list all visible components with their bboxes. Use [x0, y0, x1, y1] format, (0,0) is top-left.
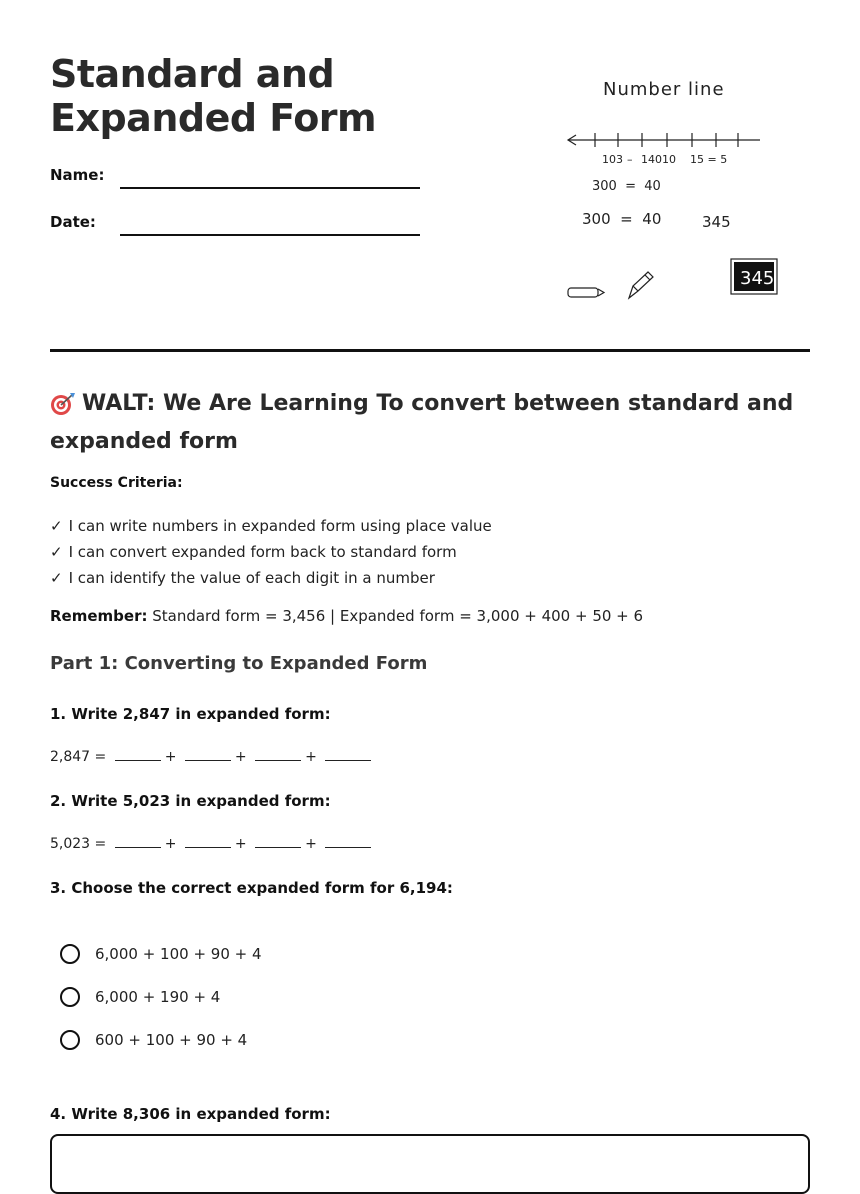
check-icon: ✓ — [50, 517, 63, 535]
illustration-heading: Number line — [603, 79, 725, 100]
radio-button[interactable] — [60, 1030, 80, 1050]
date-label: Date: — [50, 213, 96, 231]
section-divider — [50, 349, 810, 352]
radio-button[interactable] — [60, 987, 80, 1007]
check-icon: ✓ — [50, 543, 63, 561]
plus-sign: + — [305, 749, 317, 765]
option-b[interactable] — [60, 987, 220, 1007]
axis-label: – — [627, 153, 633, 166]
answer-blank[interactable] — [115, 833, 161, 848]
equation-lead: 5,023 = — [50, 836, 107, 852]
question-1-prompt: 1. Write 2,847 in expanded form: — [50, 705, 331, 723]
criteria-item — [50, 565, 492, 591]
option-label: 600 + 100 + 90 + 4 — [95, 1031, 248, 1049]
remember-label: Remember: — [50, 607, 148, 625]
answer-blank[interactable] — [115, 746, 161, 761]
name-field[interactable] — [120, 187, 420, 189]
illustration-number: 345 — [702, 213, 731, 231]
radio-button[interactable] — [60, 944, 80, 964]
answer-blank[interactable] — [325, 833, 371, 848]
axis-label: 14010 — [641, 153, 676, 166]
success-criteria-label: Success Criteria: — [50, 475, 183, 491]
question-2-prompt: 2. Write 5,023 in expanded form: — [50, 792, 331, 810]
illustration-line: 300 = 40 — [592, 179, 661, 194]
criteria-text: I can write numbers in expanded form using place value — [68, 517, 492, 535]
answer-blank[interactable] — [325, 746, 371, 761]
number-line-illustration — [560, 70, 790, 310]
target-icon — [50, 392, 76, 416]
plus-sign: + — [164, 836, 177, 852]
plus-sign: + — [234, 836, 247, 852]
pencil-icon — [629, 272, 653, 298]
equation-lead: 2,847 = — [50, 749, 107, 765]
check-icon: ✓ — [50, 569, 63, 587]
question-2-equation — [50, 833, 375, 852]
plus-sign: + — [305, 836, 317, 852]
walt-text: WALT: We Are Learning To convert between standard and expanded form — [50, 391, 794, 454]
option-a[interactable] — [60, 944, 262, 964]
board-number: 345 — [740, 268, 775, 289]
name-label: Name: — [50, 166, 105, 184]
date-field[interactable] — [120, 234, 420, 236]
question-4-prompt: 4. Write 8,306 in expanded form: — [50, 1105, 331, 1123]
question-1-equation — [50, 746, 375, 765]
walt-heading — [50, 385, 810, 461]
remember-text: Standard form = 3,456 | Expanded form = 3,000 + 400 + 50 + 6 — [147, 607, 644, 625]
option-c[interactable] — [60, 1030, 247, 1050]
option-label: 6,000 + 100 + 90 + 4 — [95, 945, 262, 963]
criteria-item — [50, 539, 492, 565]
plus-sign: + — [234, 749, 247, 765]
eraser-icon — [568, 288, 604, 297]
plus-sign: + — [164, 749, 177, 765]
part1-heading: Part 1: Converting to Expanded Form — [50, 653, 428, 674]
criteria-text: I can convert expanded form back to standard form — [68, 543, 457, 561]
criteria-item — [50, 513, 492, 539]
success-criteria-list — [50, 513, 492, 591]
answer-blank[interactable] — [255, 833, 301, 848]
axis-label: 15 = 5 — [690, 153, 728, 166]
remember-note — [50, 607, 643, 625]
criteria-text: I can identify the value of each digit in a number — [68, 569, 435, 587]
answer-blank[interactable] — [185, 833, 231, 848]
option-label: 6,000 + 190 + 4 — [95, 988, 221, 1006]
chalkboard-icon — [731, 259, 777, 294]
number-line — [568, 133, 760, 147]
question-3-prompt: 3. Choose the correct expanded form for 6,194: — [50, 879, 453, 897]
answer-blank[interactable] — [255, 746, 301, 761]
answer-blank[interactable] — [185, 746, 231, 761]
axis-label: 103 — [602, 153, 623, 166]
question-4-answer-box[interactable] — [50, 1134, 810, 1194]
illustration-line: 300 = 40 — [582, 210, 662, 228]
page-title: Standard and Expanded Form — [50, 52, 377, 140]
